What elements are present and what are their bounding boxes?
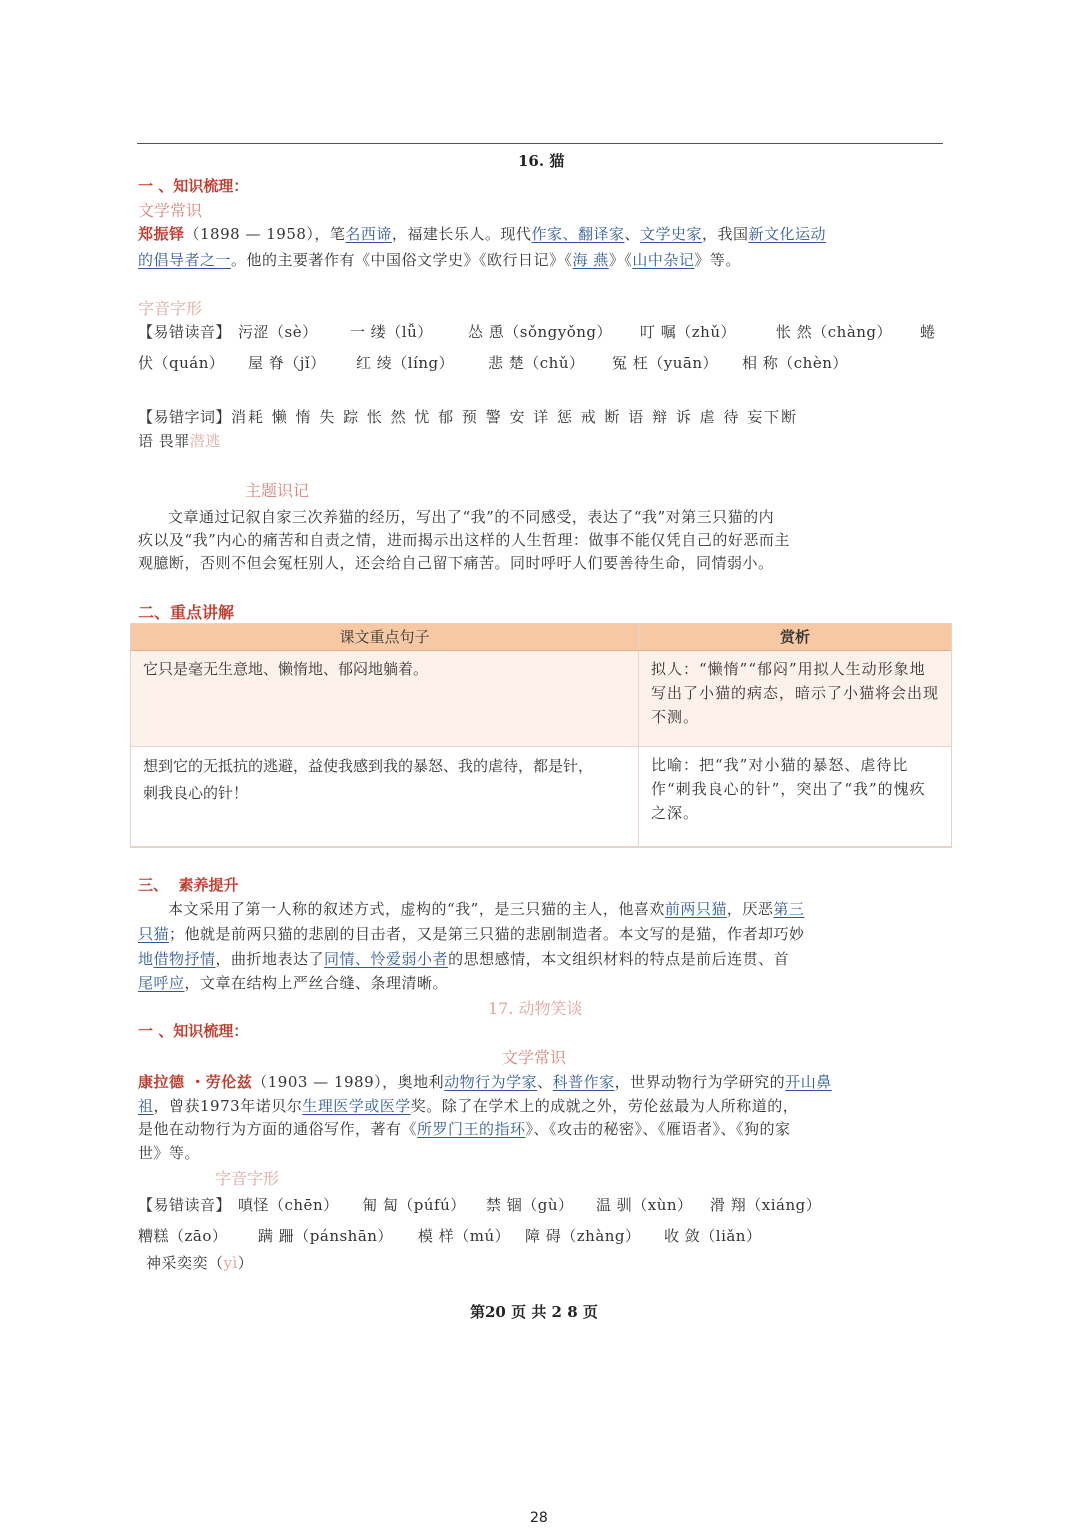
lesson16-section2-heading: 二、重点讲解 xyxy=(138,603,235,622)
pron-item: 糟糕（zāo） xyxy=(138,1227,228,1245)
lesson16-zi-label: 字音字形 xyxy=(138,299,203,318)
lesson16-words-line1: 【易错字词】消耗 懒 惰 失 踪 怅 然 忧 郁 预 警 安 详 惩 戒 断 语 辩 诉 虐 待 妄下断 xyxy=(138,408,799,426)
author-name: 康拉德 ・劳伦兹 xyxy=(138,1073,253,1091)
lesson16-words-line2: 语 畏罪潜逃 xyxy=(138,432,221,450)
theme-line: 疚以及“我”内心的痛苦和自责之情，进而揭示出这样的人生哲理：做事不能仅凭自己的好恶而主 xyxy=(138,531,790,549)
pron-item: 红 绫（líng） xyxy=(356,354,455,372)
pron-item: 收 敛（liǎn） xyxy=(664,1227,762,1245)
lesson17-pron-label: 【易错读音】 xyxy=(138,1196,232,1214)
key-sentences-table xyxy=(130,623,952,848)
lesson17-zi-label: 字音字形 xyxy=(215,1169,280,1188)
lesson16-sec3-line1: 本文采用了第一人称的叙述方式，虚构的“我”，是三只猫的主人，他喜欢前两只猫，厌恶第三 xyxy=(168,900,805,918)
lesson16-title: 16. 猫 xyxy=(518,152,565,170)
lesson16-author-line2: 的倡导者之一。他的主要著作有《中国俗文学史》《欧行日记》《海 燕》《山中杂记》等。 xyxy=(138,251,741,269)
pron-item: 蜷 xyxy=(920,323,936,341)
pron-item: 障 碍（zhàng） xyxy=(525,1227,641,1245)
pron-item: 污涩（sè） xyxy=(238,323,318,341)
table-cell-sentence: 它只是毫无生意地、懒惰地、郁闷地躺着。 xyxy=(131,651,639,746)
lesson16-theme-label: 主题识记 xyxy=(245,481,310,500)
table-cell-analysis: 拟人：“懒惰”“郁闷”用拟人生动形象地写出了小猫的病态，暗示了小猫将会出现不测。 xyxy=(651,660,940,726)
lesson17-pron-line3: 神采奕奕（yì） xyxy=(146,1254,254,1272)
lesson17-title: 17. 动物笑谈 xyxy=(488,999,583,1018)
pron-item: 屋 脊（jǐ） xyxy=(248,354,326,372)
table-cell-sentence: 想到它的无抵抗的逃避，益使我感到我的暴怒、我的虐待，都是针，刺我良心的针！ xyxy=(131,747,639,846)
pron-item: 匍 匐（púfú） xyxy=(362,1196,466,1214)
pron-item: 怂 恿（sǒngyǒng） xyxy=(468,323,613,341)
lesson16-lit-label: 文学常识 xyxy=(138,201,203,220)
pron-item: 怅 然（chàng） xyxy=(776,323,893,341)
author-name: 郑振铎 xyxy=(138,225,185,243)
pron-item: 一 缕（lǚ） xyxy=(350,323,433,341)
pron-item: 叮 嘱（zhǔ） xyxy=(640,323,736,341)
pron-item: 滑 翔（xiáng） xyxy=(710,1196,822,1214)
lesson17-author-line4: 世》等。 xyxy=(138,1144,201,1162)
pron-item: 嗔怪（chēn） xyxy=(238,1196,339,1214)
pron-item: 冤 枉（yuān） xyxy=(612,354,719,372)
lesson17-author-line2: 祖，曾获1973年诺贝尔生理医学或医学奖。除了在学术上的成就之外，劳伦兹最为人所称道的， xyxy=(138,1097,799,1115)
pron-item: 相 称（chèn） xyxy=(742,354,848,372)
lesson16-pron-label: 【易错读音】 xyxy=(138,323,232,341)
lesson17-section1-heading: 一 、知识梳理： xyxy=(138,1022,249,1040)
table-header-analysis: 赏析 xyxy=(639,624,951,651)
lesson16-author-line1: 郑振铎（1898 — 1958），笔名西谛，福建长乐人。现代作家、翻译家、文学史家，我国新文化运动 xyxy=(138,225,827,243)
pron-item: 伏（quán） xyxy=(138,354,225,372)
lesson16-section1-heading: 一 、知识梳理： xyxy=(138,177,249,195)
theme-line: 观臆断，否则不但会冤枉别人，还会给自己留下痛苦。同时呼吁人们要善待生命，同情弱小。 xyxy=(138,554,774,572)
lesson17-lit-label: 文学常识 xyxy=(502,1048,567,1067)
pron-item: 悲 楚（chǔ） xyxy=(488,354,585,372)
lesson17-author-line3: 是他在动物行为方面的通俗写作，著有《所罗门王的指环》、《攻击的秘密》、《雁语者》、《狗的家 xyxy=(138,1120,791,1138)
lesson16-sec3-line3: 地借物抒情，曲折地表达了同情、怜爱弱小者的思想感情，本文组织材料的特点是前后连贯、首 xyxy=(138,950,790,968)
page-footer: 第20 页 共 2 8 页 xyxy=(470,1303,598,1321)
page-number: 28 xyxy=(530,1510,548,1526)
table-row xyxy=(131,651,951,747)
theme-line: 文章通过记叙自家三次养猫的经历，写出了“我”的不同感受，表达了“我”对第三只猫的内 xyxy=(168,508,775,526)
lesson16-section3-heading: 三、 素养提升 xyxy=(138,876,239,894)
lesson16-sec3-line2: 只猫；他就是前两只猫的悲剧的目击者，又是第三只猫的悲剧制造者。本文写的是猫，作者却巧妙 xyxy=(138,925,805,943)
table-header-sentence: 课文重点句子 xyxy=(131,624,639,651)
pron-item: 模 样（mú） xyxy=(418,1227,511,1245)
table-cell-analysis: 比喻：把“我”对小猫的暴怒、虐待比作“刺我良心的针”，突出了“我”的愧疚之深。 xyxy=(651,756,926,822)
pron-item: 禁 锢（gù） xyxy=(486,1196,574,1214)
pron-item: 温 驯（xùn） xyxy=(596,1196,693,1214)
lesson17-author-line1: 康拉德 ・劳伦兹（1903 — 1989），奥地利动物行为学家、科普作家，世界动物行为学研究的开山鼻 xyxy=(138,1073,832,1091)
lesson16-sec3-line4: 尾呼应，文章在结构上严丝合缝、条理清晰。 xyxy=(138,974,449,992)
top-rule xyxy=(137,143,943,144)
table-row xyxy=(131,747,951,847)
pron-item: 蹒 跚（pánshān） xyxy=(258,1227,393,1245)
